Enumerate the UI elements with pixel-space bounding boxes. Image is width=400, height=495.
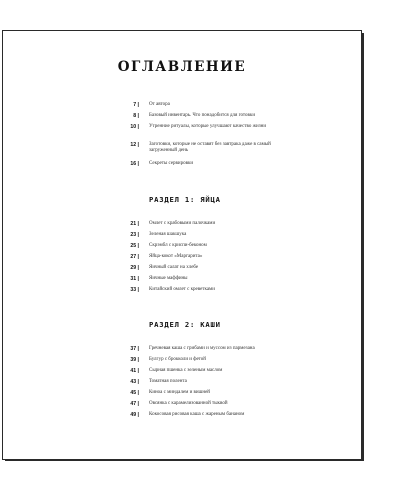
page-number: 27 | (130, 254, 139, 260)
page-number: 7 | (133, 102, 139, 108)
entry-title: Яйца-кокот «Маргарита» (149, 254, 203, 259)
entry-title: Гречневая каша с грибами и муссом из пармезана (149, 346, 255, 351)
page-number: 12 | (130, 142, 139, 148)
page-number: 39 | (130, 357, 139, 363)
entry-title: Заготовки, которые не оставят без завтрака даже в самый загруженный день (149, 142, 271, 154)
entry-title: Омлет с крабовыми палочками (149, 221, 216, 226)
page-number: 8 | (133, 113, 139, 119)
entry-title: Базовый инвентарь. Что понадобится для готовки (149, 113, 256, 118)
entry-title: Секреты сервировки (149, 161, 194, 166)
entry-title: От автора (149, 102, 170, 107)
entry-title: Киноа с миндалем и вишней (149, 390, 210, 395)
page-number: 21 | (130, 221, 139, 227)
page-number: 47 | (130, 401, 139, 407)
page-number: 45 | (130, 390, 139, 396)
page-number: 33 | (130, 287, 139, 293)
entry-title: Овсянка с карамелизованной тыквой (149, 401, 228, 406)
page-title: ОГЛАВЛЕНИЕ (117, 59, 247, 75)
entry-title: Зеленая шакшука (149, 232, 187, 237)
page-number: 23 | (130, 232, 139, 238)
page-number: 10 | (130, 124, 139, 130)
entry-title: Скрэмбл с криспи-беконом (149, 243, 207, 248)
entry-title: Томатная полента (149, 379, 187, 384)
entry-title: Яичный салат на хлебе (149, 265, 199, 270)
entry-title: Сырная пшенка с зеленым маслом (149, 368, 223, 373)
section-heading: РАЗДЕЛ 2: КАШИ (149, 320, 221, 329)
section-heading: РАЗДЕЛ 1: ЯЙЦА (149, 195, 221, 204)
page-number: 43 | (130, 379, 139, 385)
page-number: 25 | (130, 243, 139, 249)
page-number: 37 | (130, 346, 139, 352)
toc-page (2, 30, 362, 460)
page-number: 49 | (130, 412, 139, 418)
page-number: 16 | (130, 161, 139, 167)
page-number: 41 | (130, 368, 139, 374)
page-number: 29 | (130, 265, 139, 271)
entry-title: Китайский омлет с креветками (149, 287, 215, 292)
entry-title: Яичные маффины (149, 276, 188, 281)
entry-title: Кокосовая рисовая каша с жареным бананом (149, 412, 245, 417)
page-number: 31 | (130, 276, 139, 282)
page-shadow-right (362, 33, 364, 460)
entry-title: Булгур с брокколи и фетой (149, 357, 206, 362)
entry-title: Утренние ритуалы, которые улучшают качество жизни (149, 124, 267, 129)
